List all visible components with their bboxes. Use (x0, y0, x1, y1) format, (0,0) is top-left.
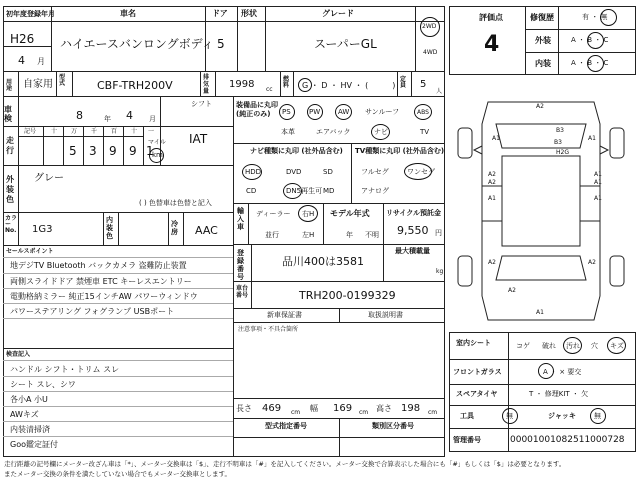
door-label: ドア (212, 9, 228, 18)
spare-tire-options: T ・ 修理KIT ・ 欠 (529, 390, 589, 398)
damage-mark: A1 (536, 309, 544, 316)
divider (323, 203, 324, 244)
height-unit: cm (428, 409, 438, 416)
selling-point-line: 電動格納ミラー 純正15インチAW パワーウィンドウ (10, 292, 198, 301)
divider (183, 212, 184, 245)
divider (215, 71, 216, 96)
digit-header: 千 (91, 128, 98, 135)
displacement-label: 排気量 (203, 74, 210, 95)
max-load-label: 最大積載量 (395, 247, 430, 255)
damage-mark: B3 (556, 127, 564, 134)
import-dealer: ディーラー (256, 210, 291, 218)
length-unit: cm (291, 409, 301, 416)
inspector-notes-label: 検査記入 (6, 351, 31, 358)
month-unit: 月 (37, 57, 45, 66)
mileage-label: 走行 (6, 136, 14, 155)
fuel-label: 燃料 (283, 76, 290, 89)
divider (339, 418, 340, 456)
equipment-item: TV (420, 128, 430, 136)
selling-point-line: パワーステアリング フォグランプ USBポート (10, 307, 175, 316)
mileage-digit: 1 (146, 144, 154, 158)
divider (449, 384, 636, 385)
inspector-note-line: AWキズ (10, 410, 39, 419)
inspection-year: 8 (76, 109, 83, 122)
divider (3, 436, 233, 437)
import-label: 輸入車 (237, 207, 244, 231)
registration-label: 登録番号 (237, 249, 244, 281)
divider (3, 348, 233, 349)
damage-mark: A1 (492, 135, 500, 142)
nav-item: SD (323, 168, 333, 176)
divider (233, 143, 445, 144)
nav-label: ナビ種類に丸印 (社外品含む) (250, 147, 343, 155)
length-value: 469 (262, 403, 282, 414)
digit-header: 一 (148, 128, 155, 135)
divider (351, 143, 352, 203)
recycle-unit: 円 (435, 229, 442, 237)
divider (3, 46, 51, 47)
model-year-unknown: 不明 (365, 231, 379, 239)
divider (3, 273, 233, 274)
usage-value: 自家用 (23, 79, 53, 90)
ac-label: 冷房 (171, 220, 178, 236)
mileage-digit: 9 (109, 144, 117, 158)
first-reg-month: 4 (18, 54, 25, 67)
fuel-options: G ・ D ・ HV ・ ( ) (302, 81, 396, 90)
divider (233, 96, 234, 456)
inspection-month: 4 (126, 109, 133, 122)
car-wheel (610, 128, 624, 158)
interior-grades: A ・ B ・ C (571, 59, 609, 67)
recycle-label: リサイクル預託金 (386, 209, 442, 217)
nav-item: MD (323, 187, 335, 195)
model-year-label: モデル年式 (330, 209, 370, 218)
kg-unit: kg (436, 268, 444, 275)
model-value: CBF-TRH200V (97, 79, 173, 92)
control-number: 00001001082511000728 (510, 435, 625, 445)
divider (18, 136, 143, 137)
interior-color-label: 内装色 (106, 216, 113, 240)
shape-label: 形状 (241, 9, 257, 18)
divider (233, 281, 445, 282)
score-value: 4 (484, 32, 500, 57)
selling-points-label: セールスポイント (6, 248, 54, 255)
divider (103, 126, 104, 165)
door-count: 5 (217, 37, 225, 51)
footer-line: またメーター交換の条件を満たしていない場合でもメーター交換車とします。 (4, 470, 231, 478)
divider (3, 71, 445, 72)
divider (3, 165, 233, 166)
divider (233, 203, 445, 204)
divider (3, 303, 233, 304)
mileage-digit: 9 (129, 144, 137, 158)
damage-mark: A2 (536, 103, 544, 110)
divider (3, 391, 233, 392)
divider (3, 318, 233, 319)
tv-item: アナログ (361, 187, 389, 195)
exterior-label: 外装色 (6, 175, 14, 204)
divider (449, 428, 636, 429)
damage-mark: A2 (488, 179, 496, 186)
length-label: 長さ (236, 404, 252, 413)
divider (397, 71, 398, 96)
digit-header: 百 (111, 128, 118, 135)
mileage-digit: 3 (89, 144, 97, 158)
divider (415, 6, 416, 71)
divider (3, 96, 445, 97)
divider (525, 6, 526, 75)
divider (383, 244, 384, 281)
divider (3, 21, 445, 22)
capacity-label: 定員 (400, 76, 407, 89)
height-label: 高さ (376, 404, 392, 413)
damage-mark: H2G (556, 149, 569, 156)
divider (525, 29, 636, 30)
divider (339, 308, 340, 322)
spare-tire-label: スペアタイヤ (456, 390, 498, 398)
tools-value: 無 (506, 412, 513, 420)
car-wheel (610, 256, 624, 286)
divider (18, 212, 19, 245)
divider (237, 6, 238, 71)
nav-item: HDD (245, 168, 262, 176)
first-reg-label: 初年度登録年月 (6, 10, 55, 18)
divider (3, 360, 233, 361)
divider (18, 165, 19, 212)
color-code-value: 1G3 (32, 224, 53, 235)
model-year-unit: 年 (346, 231, 353, 239)
divider (449, 405, 636, 406)
damage-mark: A1 (488, 195, 496, 202)
tv-item: ワンセグ (407, 168, 435, 176)
divider (83, 126, 84, 165)
width-value: 169 (333, 403, 353, 414)
divider (63, 126, 64, 165)
tv-label: TV種類に丸印 (社外品含む) (355, 147, 445, 155)
damage-mark: A2 (588, 259, 596, 266)
divider (251, 244, 252, 308)
divider (18, 126, 19, 165)
equipment-item: エアバック (316, 128, 351, 136)
control-label: 管理番号 (453, 436, 481, 444)
mileage-digit: 5 (69, 144, 77, 158)
grade-label: グレード (322, 9, 354, 18)
drive-2wd: 2WD (422, 23, 437, 30)
equipment-item: AW (338, 108, 350, 116)
inspection-year-unit: 年 (104, 115, 111, 123)
equipment-item: PW (309, 108, 321, 116)
width-label: 幅 (310, 404, 318, 413)
car-name: ハイエースバンロングボディ (60, 37, 214, 51)
divider (123, 126, 124, 165)
divider (18, 71, 19, 96)
car-wheel (458, 128, 472, 158)
car-name-label: 車名 (120, 9, 136, 18)
right-handle: 右H (302, 210, 315, 218)
car-wheel (458, 256, 472, 286)
digit-header: 十 (51, 128, 58, 135)
exterior-grade-label: 外装 (535, 36, 551, 45)
height-value: 198 (401, 403, 421, 414)
divider (43, 126, 44, 165)
divider (3, 288, 233, 289)
divider (280, 71, 281, 96)
category-label: 類別区分番号 (372, 422, 414, 430)
seat-option: キズ (610, 342, 624, 350)
damage-mark: B3 (554, 139, 562, 146)
divider (72, 71, 73, 96)
seat-option: 穴 (591, 342, 598, 350)
model-label: 型式 (59, 74, 66, 87)
inspection-month-unit: 月 (149, 115, 156, 123)
type-designation-label: 型式指定番号 (265, 422, 307, 430)
divider (3, 257, 233, 258)
divider (233, 244, 445, 245)
nav-item: CD (246, 187, 257, 195)
notes-box-label: 注意事項・不具合箇所 (238, 326, 299, 333)
seat-option: 汚れ (566, 342, 580, 350)
divider (508, 332, 509, 452)
inspector-note-line: Goo鑑定証付 (10, 440, 58, 449)
first-reg-year: H26 (10, 32, 35, 46)
score-label: 評価点 (479, 13, 503, 22)
damage-mark: A1 (594, 179, 602, 186)
divider (18, 96, 19, 126)
digit-header: 万 (71, 128, 78, 135)
chassis-label: 車台番号 (236, 285, 249, 299)
km-label: km (152, 151, 163, 159)
exterior-note: ( ) 色替車は色替と記入 (139, 199, 212, 207)
divider (233, 322, 445, 323)
mile-label: マイル (148, 139, 166, 146)
tools-label: 工具 (460, 412, 474, 420)
equipment-item: PS (282, 108, 291, 116)
divider (449, 359, 636, 360)
displacement-value: 1998 (229, 79, 255, 90)
inspection-label: 車検 (4, 105, 12, 123)
digit-header: 記号 (24, 128, 37, 135)
inspector-note-line: 各小A 小U (10, 395, 48, 404)
chassis-number: TRH200-0199329 (299, 289, 396, 302)
digit-header: 十 (131, 128, 138, 135)
divider (293, 71, 294, 96)
car-mirror (474, 146, 482, 154)
divider (383, 203, 384, 244)
damage-mark: A1 (588, 135, 596, 142)
divider (558, 6, 559, 75)
divider (3, 406, 233, 407)
mods-options: 有 ・ 無 (582, 13, 608, 21)
divider (56, 71, 57, 96)
damage-mark: A2 (508, 287, 516, 294)
equipment-label: 装備品に丸印 (純正のみ) (236, 101, 278, 118)
width-unit: cm (359, 409, 369, 416)
ac-value: AAC (195, 224, 218, 237)
shift-label: シフト (191, 100, 212, 108)
capacity-unit: 人 (436, 88, 443, 95)
usage-label: 用途 (6, 79, 13, 92)
color-code-label: カラーNo. (5, 215, 18, 234)
car-mirror (600, 146, 608, 154)
exterior-grades: A ・ B ・ C (571, 36, 609, 44)
car-rear-glass (496, 256, 586, 280)
import-parallel: 並行 (265, 231, 279, 239)
divider (168, 212, 169, 245)
car-roof (502, 156, 580, 246)
equipment-item: 本革 (281, 128, 295, 136)
interior-grade-label: 内装 (535, 59, 551, 68)
recycle-value: 9,550 (397, 224, 429, 237)
damage-mark: A1 (594, 171, 602, 178)
divider (200, 71, 201, 96)
equipment-item: ABS (417, 109, 429, 116)
jack-value: 無 (594, 412, 601, 420)
divider (3, 126, 233, 127)
drive-4wd: 4WD (423, 49, 438, 56)
front-glass-label: フロントガラス (453, 368, 502, 376)
nav-item: DN5再生可 (286, 187, 323, 195)
divider (265, 6, 266, 71)
selling-point-line: 地デジTV Bluetooth バックカメラ 盗難防止装置 (10, 261, 187, 270)
registration-number: 品川400は3581 (282, 255, 364, 268)
exterior-color: グレー (34, 173, 64, 184)
damage-mark: A2 (488, 171, 496, 178)
mods-label: 修復歴 (530, 13, 554, 22)
divider (411, 71, 412, 96)
divider (103, 212, 104, 245)
inspector-note-line: 内装清掃済 (10, 425, 50, 434)
shift-value: IAT (189, 132, 208, 146)
nav-item: DVD (286, 168, 302, 176)
seat-option: 破れ (542, 342, 556, 350)
seat-label: 室内シート (456, 339, 491, 347)
divider (233, 398, 445, 399)
grade-value: スーパーGL (314, 37, 377, 51)
damage-mark: A1 (594, 195, 602, 202)
footer-line: 走行距離の記号欄にメーター改ざん車は「*」、メーター交換車は「$」、走行不明車は「#」を記入してください。メーター交換で合算表示した場合にも「#」もしくは「$」は必要となります。 (4, 460, 566, 468)
tv-item: フルセグ (361, 168, 389, 176)
warranty-label: 新車保証書 (267, 311, 302, 319)
inspector-note-line: ハンドル シフト・トリム スレ (10, 365, 120, 374)
damage-mark: A2 (488, 259, 496, 266)
jack-label: ジャッキ (548, 412, 576, 420)
divider (248, 203, 249, 244)
capacity-value: 5 (420, 79, 427, 90)
seat-option: コゲ (516, 342, 530, 350)
divider (118, 212, 119, 245)
cc-unit: cc (266, 86, 273, 93)
inspector-note-line: シート スレ、シワ (10, 380, 76, 389)
car-windshield (496, 124, 586, 148)
manual-label: 取扱説明書 (368, 311, 403, 319)
front-glass-options: A ・ × 要交 (543, 368, 582, 376)
equipment-item: サンルーフ (365, 108, 400, 116)
selling-point-line: 両側スライドドア 禁煙車 ETC キーレスエントリー (10, 277, 192, 286)
divider (3, 421, 233, 422)
left-handle: 左H (302, 231, 315, 239)
divider (143, 126, 144, 165)
divider (3, 245, 233, 246)
divider (525, 52, 636, 53)
equipment-item: ナビ (374, 128, 388, 136)
divider (3, 376, 233, 377)
car-damage-diagram (448, 96, 634, 328)
